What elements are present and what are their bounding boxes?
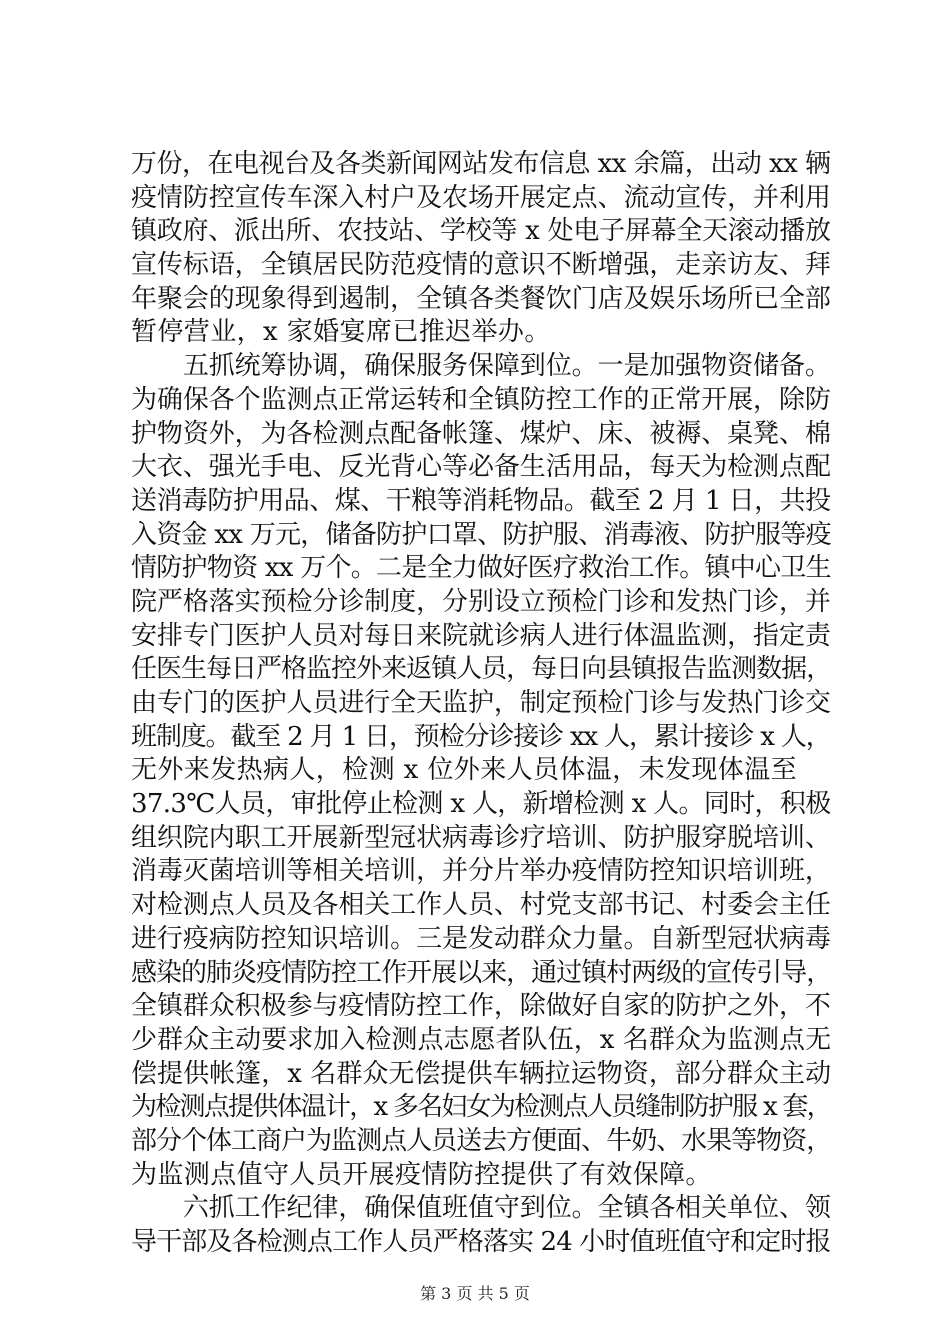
text-line: 无外来发热病人，检测 x 位外来人员体温，未发现体温至: [131, 755, 797, 786]
text-line: 班制度。截至 2 月 1 日，预检分诊接诊 xx 人，累计接诊 x 人，: [131, 721, 831, 752]
text-line: 感染的肺炎疫情防控工作开展以来，通过镇村两级的宣传引导，: [131, 957, 832, 988]
text-line: 全镇群众积极参与疫情防控工作，除做好自家的防护之外，不: [131, 991, 831, 1022]
text-line: 任医生每日严格监控外来返镇人员，每日向县镇报告监测数据，: [131, 654, 832, 685]
text-line: 大衣、强光手电、反光背心等必备生活用品，每天为检测点配: [131, 452, 831, 483]
text-line: 37.3℃人员，审批停止检测 x 人，新增检测 x 人。同时，积极: [131, 789, 831, 820]
text-line: 院严格落实预检分诊制度，分别设立预检门诊和发热门诊，并: [131, 586, 831, 617]
page-footer: 第 3 页 共 5 页: [420, 1284, 530, 1303]
paragraph: [131, 148, 831, 350]
text-line: 宣传标语，全镇居民防范疫情的意识不断增强，走亲访友、拜: [131, 250, 831, 281]
text-line: 对检测点人员及各相关工作人员、村党支部书记、村委会主任: [131, 890, 831, 921]
text-line: 六抓工作纪律，确保值班值守到位。全镇各相关单位、领: [131, 1193, 831, 1224]
text-line: 五抓统筹协调，确保服务保障到位。一是加强物资储备。: [131, 351, 831, 382]
text-line: 年聚会的现象得到遏制，全镇各类餐饮门店及娱乐场所已全部: [131, 283, 831, 314]
text-line: 暂停营业，x 家婚宴席已推迟举办。: [131, 317, 551, 348]
text-line: 情防护物资 xx 万个。二是全力做好医疗救治工作。镇中心卫生: [131, 553, 831, 584]
paragraph: [131, 1192, 831, 1259]
text-line: 为检测点提供体温计，x 多名妇女为检测点人员缝制防护服 x 套，: [131, 1092, 831, 1123]
text-line: 护物资外，为各检测点配备帐篷、煤炉、床、被褥、桌凳、棉: [131, 418, 831, 449]
text-line: 进行疫病防控知识培训。三是发动群众力量。自新型冠状病毒: [131, 923, 831, 954]
paragraph: [131, 350, 831, 1192]
text-line: 部分个体工商户为监测点人员送去方便面、牛奶、水果等物资，: [131, 1125, 832, 1156]
text-line: 导干部及各检测点工作人员严格落实 24 小时值班值守和定时报: [131, 1227, 831, 1257]
text-line: 消毒灭菌培训等相关培训，并分片举办疫情防控知识培训班，: [131, 856, 831, 887]
text-line: 入资金 xx 万元，储备防护口罩、防护服、消毒液、防护服等疫: [131, 519, 831, 550]
document-body: [131, 148, 831, 1260]
text-line: 疫情防控宣传车深入村户及农场开展定点、流动宣传，并利用: [131, 182, 831, 213]
text-line: 为监测点值守人员开展疫情防控提供了有效保障。: [131, 1159, 712, 1190]
text-line: 组织院内职工开展新型冠状病毒诊疗培训、防护服穿脱培训、: [131, 822, 831, 853]
text-line: 少群众主动要求加入检测点志愿者队伍，x 名群众为监测点无: [131, 1024, 832, 1055]
text-line: 由专门的医护人员进行全天监护，制定预检门诊与发热门诊交: [131, 688, 831, 718]
text-line: 万份，在电视台及各类新闻网站发布信息 xx 余篇，出动 xx 辆: [131, 149, 831, 179]
text-line: 安排专门医护人员对每日来院就诊病人进行体温监测，指定责: [131, 620, 831, 651]
text-line: 为确保各个监测点正常运转和全镇防控工作的正常开展，除防: [131, 384, 831, 415]
text-line: 偿提供帐篷，x 名群众无偿提供车辆拉运物资，部分群众主动: [131, 1058, 832, 1089]
text-line: 镇政府、派出所、农技站、学校等 x 处电子屏幕全天滚动播放: [131, 216, 831, 247]
text-line: 送消毒防护用品、煤、干粮等消耗物品。截至 2 月 1 日，共投: [131, 485, 831, 516]
